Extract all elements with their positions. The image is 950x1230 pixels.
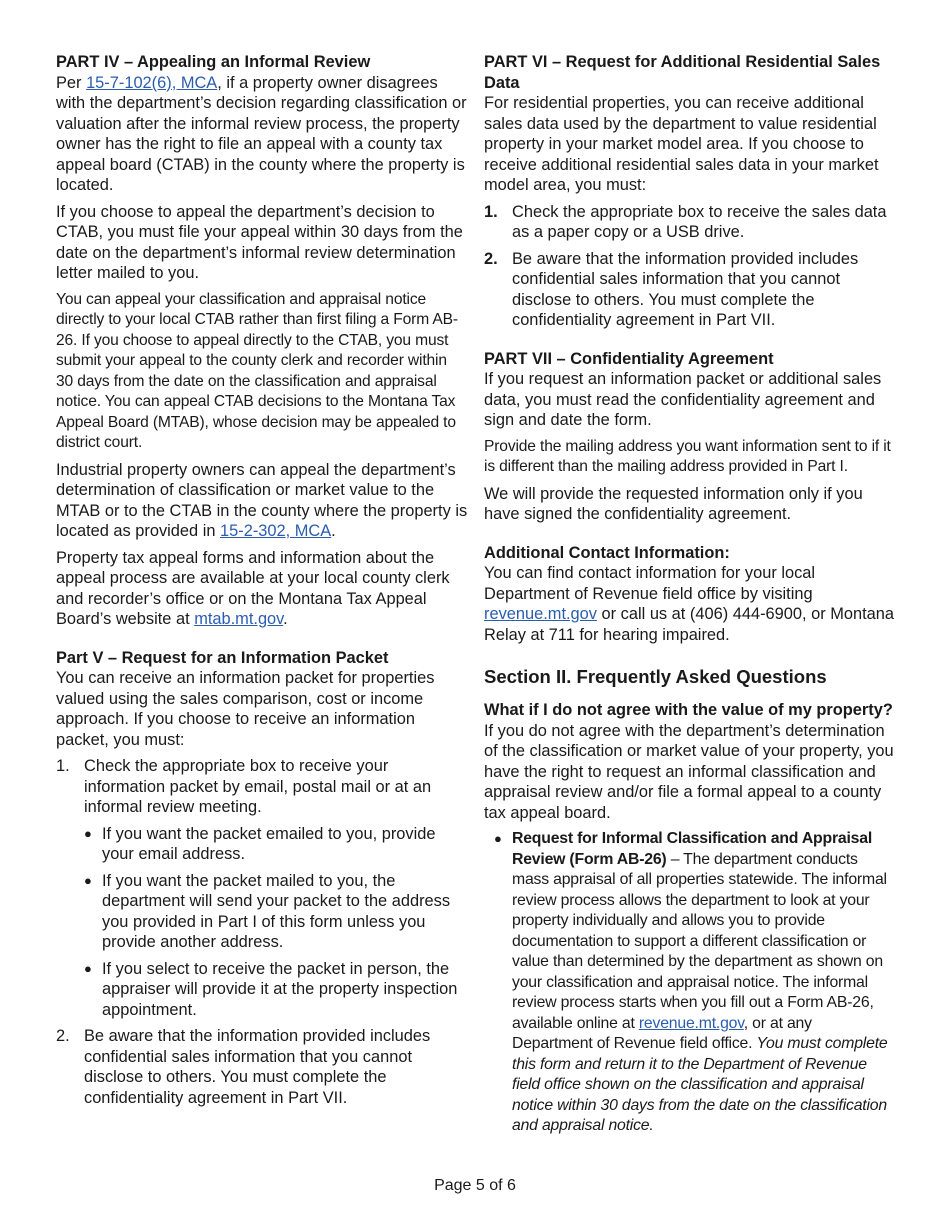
faq-bullets xyxy=(484,829,896,1137)
part-vii-section xyxy=(484,349,896,525)
bullet-icon: ● xyxy=(494,831,502,846)
faq-section xyxy=(484,665,896,1137)
list-item: ● If you select to receive the packet in person, the appraiser will provide it at the property inspection appointment. xyxy=(84,959,458,1019)
part-v-section xyxy=(56,648,468,1109)
part-iv-heading: PART IV – Appealing an Informal Review xyxy=(56,53,371,71)
part-iv-paragraph-2: If you choose to appeal the department’s decision to CTAB, you must file your appeal within 30 days from the date on the department’s informal review determination letter mailed to you. xyxy=(56,202,463,282)
part-vi-steps xyxy=(484,202,896,331)
delivery-options-list xyxy=(84,824,468,1021)
step-number: 2. xyxy=(56,1027,70,1045)
part-iv-paragraph-5: Property tax appeal forms and information about the appeal process are available at your local county clerk and recorder’s office or on the Montana Tax Appeal Board’s website at mtab.mt.gov. xyxy=(56,548,450,628)
step-number: 1. xyxy=(484,202,498,221)
part-v-heading: Part V – Request for an Information Packet xyxy=(56,648,389,667)
part-vii-heading: PART VII – Confidentiality Agreement xyxy=(484,349,774,368)
contact-heading: Additional Contact Information: xyxy=(484,543,730,562)
faq-heading: Section II. Frequently Asked Questions xyxy=(484,666,827,687)
part-iv-paragraph-3: You can appeal your classification and appraisal notice directly to your local CTAB rather than first filing a Form AB-26. If you choose to appeal directly to the CTAB, you must submit your appeal to the county clerk and recorder within 30 days from the date on the classification and appraisal notice. You can appeal CTAB decisions to the Montana Tax Appeal Board (MTAB), whose decision may be appealed to district court. xyxy=(56,290,458,451)
list-item: 1. Check the appropriate box to receive your information packet by email, postal mail or at an informal review meeting. ● If you want the packet emailed to you, provide your email address. ● If you want the packet mailed to you, the department will send your packet to the address you provided in Part I of this form unless you provide another address. ● If you select to receive the packet in person, the appraiser will provide it at the property inspection appointment. xyxy=(56,756,468,1020)
part-v-steps xyxy=(56,756,468,1108)
bullet-icon: ● xyxy=(84,825,92,841)
page-number: Page 5 of 6 xyxy=(434,1177,516,1194)
part-vi-section xyxy=(484,52,896,331)
revenue-website-link[interactable]: revenue.mt.gov xyxy=(484,605,597,623)
bullet-icon: ● xyxy=(84,960,92,976)
part-iv-section xyxy=(56,52,468,630)
part-iv-paragraph-4: Industrial property owners can appeal the department’s determination of classification or market value to the MTAB or to the CTAB in the county where the property is located as provided in 15-2-302, MCA. xyxy=(56,460,468,540)
list-item: 1. Check the appropriate box to receive the sales data as a paper copy or a USB drive. xyxy=(484,202,887,241)
bullet-icon: ● xyxy=(84,872,92,888)
list-item: ● Request for Informal Classification and Appraisal Review (Form AB-26) – The department conducts mass appraisal of all properties statewide. The informal review process allows the department to look at your property individually and allows you to provide documentation to support a different classification or value than determined by the department as shown on your classification and appraisal notice. The informal review process starts when you fill out a Form AB-26, available online at revenue.mt.gov, or at any Department of Revenue field office. You must complete this form and return it to the Department of Revenue field office shown on the classification and appraisal notice within 30 days from the date on the classification and appraisal notice. xyxy=(494,830,888,1134)
step-number: 1. xyxy=(56,757,70,775)
contact-paragraph: You can find contact information for your local Department of Revenue field office by visiting revenue.mt.gov or call us at (406) 444-6900, or Montana Relay at 711 for hearing impaired. xyxy=(484,564,895,644)
mtab-website-link[interactable]: mtab.mt.gov xyxy=(194,610,284,628)
left-column xyxy=(56,52,468,1114)
right-column xyxy=(484,52,896,1137)
faq-question: What if I do not agree with the value of my property? xyxy=(484,701,893,719)
contact-section xyxy=(484,543,896,646)
mca-15-7-102-link[interactable]: 15-7-102(6), MCA xyxy=(86,73,218,92)
list-item: 2. Be aware that the information provided includes confidential sales information that you cannot disclose to others. You must complete the confidentiality agreement in Part VII. xyxy=(56,1027,431,1107)
list-item: 2. Be aware that the information provided includes confidential sales information that you cannot disclose to others. You must complete the confidentiality agreement in Part VII. xyxy=(484,249,859,329)
part-vii-paragraph-1: If you request an information packet or additional sales data, you must read the confidentiality agreement and sign and date the form. xyxy=(484,370,882,429)
list-item: ● If you want the packet mailed to you, the department will send your packet to the address you provided in Part I of this form unless you provide another address. xyxy=(84,871,451,951)
faq-answer: If you do not agree with the department’s determination of the classification or market value of your property, you have the right to request an informal classification and appraisal review and/or file a formal appeal to a county tax appeal board. xyxy=(484,721,894,822)
step-number: 2. xyxy=(484,249,498,268)
part-v-intro: You can receive an information packet for properties valued using the sales comparison, cost or income approach. If you choose to receive an information packet, you must: xyxy=(56,669,435,749)
mca-15-2-302-link[interactable]: 15-2-302, MCA xyxy=(220,522,332,540)
list-item: ● If you want the packet emailed to you, provide your email address. xyxy=(84,824,436,863)
part-vii-paragraph-3: We will provide the requested information only if you have signed the confidentiality agreement. xyxy=(484,484,863,523)
part-iv-paragraph-1: Per 15-7-102(6), MCA, if a property owner disagrees with the department’s decision regarding classification or valuation after the informal review process, the property owner has the right to file an appeal with a county tax appeal board (CTAB) in the county where the property is located. xyxy=(56,73,467,194)
part-vii-paragraph-2: Provide the mailing address you want information sent to if it is different than the mailing address provided in Part I. xyxy=(484,437,891,475)
part-vi-heading: PART VI – Request for Additional Residential Sales Data xyxy=(484,53,881,92)
revenue-website-link[interactable]: revenue.mt.gov xyxy=(638,1014,744,1032)
part-vi-intro: For residential properties, you can receive additional sales data used by the department to value residential property in your market model area. If you choose to receive additional residential sales data in your market model area, you must: xyxy=(484,94,879,194)
